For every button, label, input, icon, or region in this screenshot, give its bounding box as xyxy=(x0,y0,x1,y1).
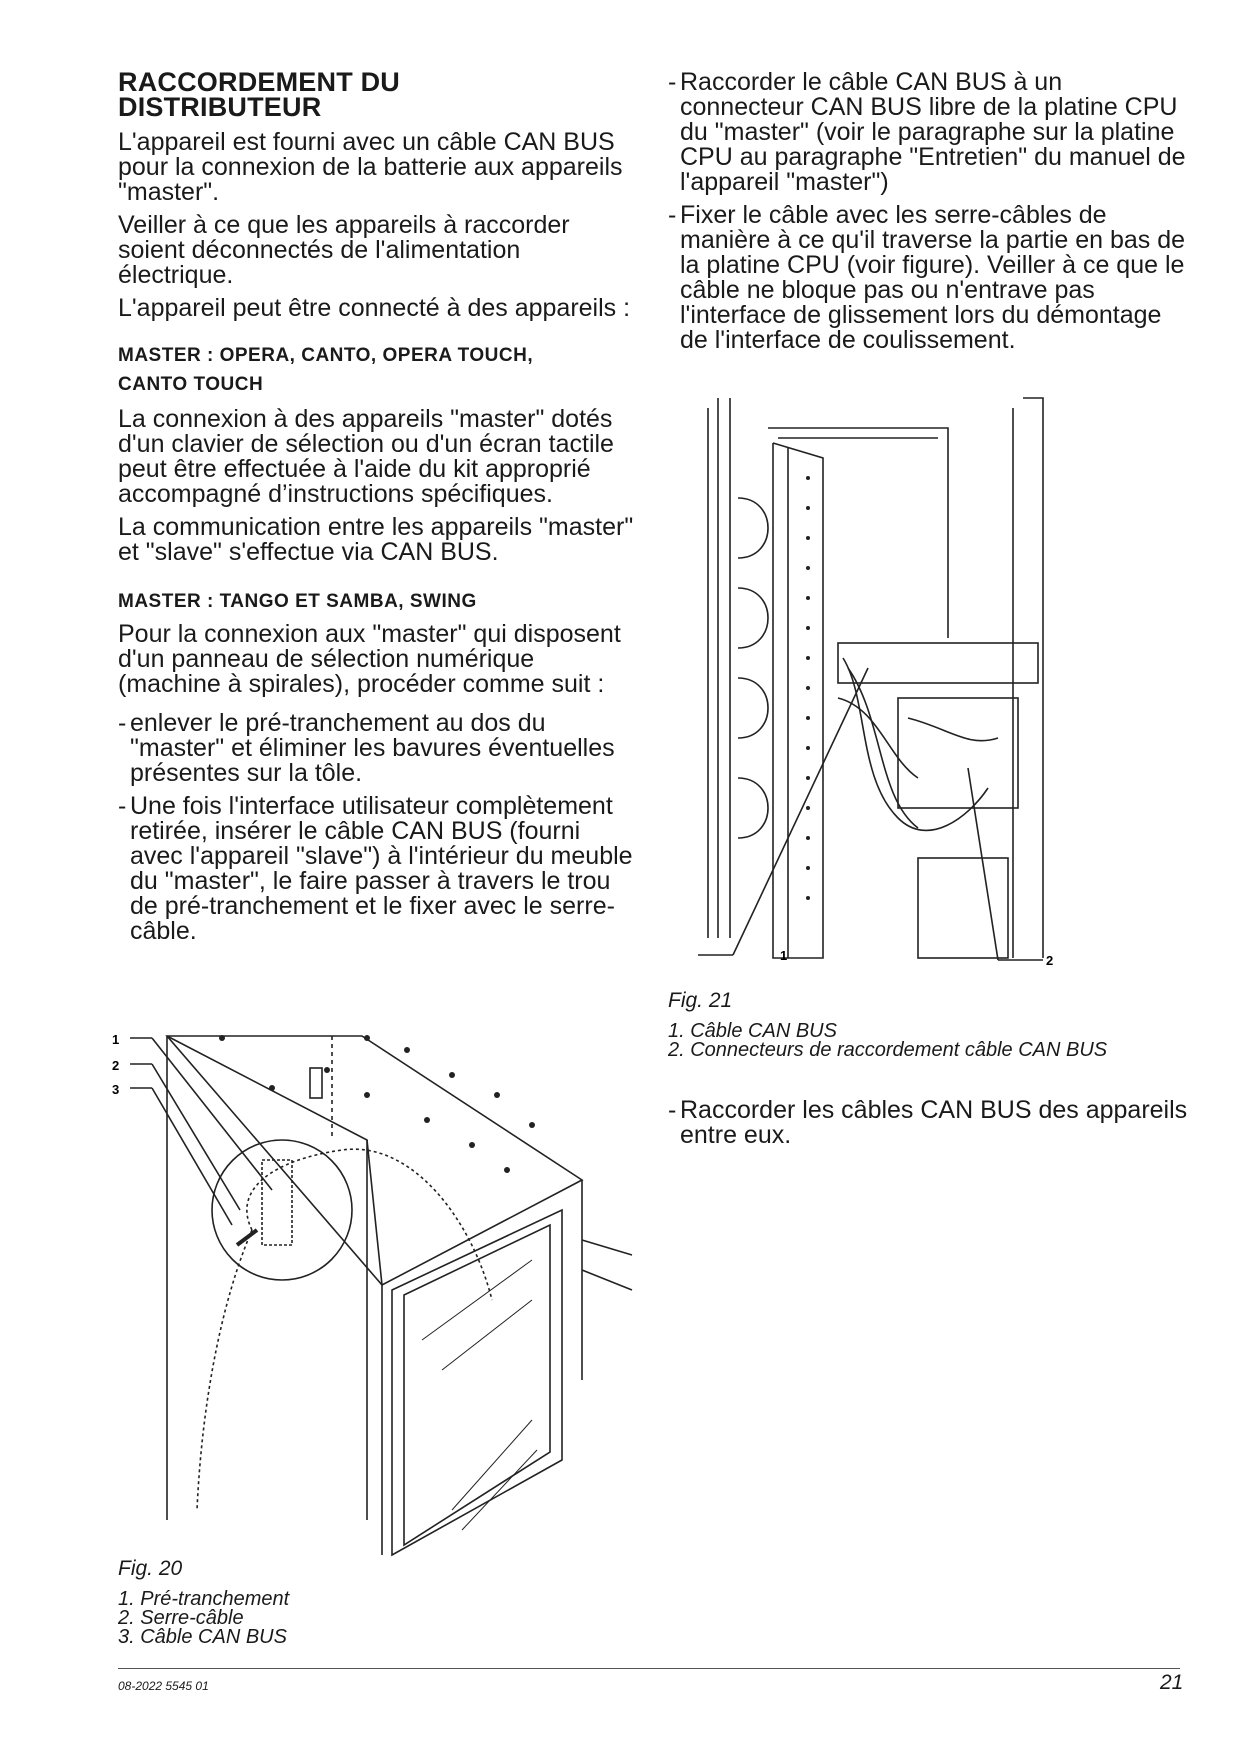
footer-document-code: 08-2022 5545 01 xyxy=(118,1679,209,1693)
section2-bullet-1: - enlever le pré-tranchement au dos du "master" et éliminer les bavures éventuelles présentes sur la tôle. xyxy=(118,709,615,787)
right-bullet-1-text: Raccorder le câble CAN BUS à un connecteur CAN BUS libre de la platine CPU du "master" (voir le paragraphe sur la platine CPU au paragraphe "Entretien" du manuel de l'appareil "master") xyxy=(680,68,1186,196)
fig21-legend xyxy=(668,1022,1107,1060)
section2-bullet-2: - Une fois l'interface utilisateur complètement retirée, insérer le câble CAN BUS (fourni avec l'appareil "slave") à l'intérieur du meuble du "master", le faire passer à travers le trou de pré-tranchement et le fixer avec le serre-câble. xyxy=(118,792,633,945)
fig20-callout-3: 3 xyxy=(112,1082,120,1097)
section2-bullet-1-text: enlever le pré-tranchement au dos du "master" et éliminer les bavures éventuelles présentes sur la tôle. xyxy=(130,709,615,787)
right-bullet-1: - Raccorder le câble CAN BUS à un connecteur CAN BUS libre de la platine CPU du "master" (voir le paragraphe sur la platine CPU au paragraphe "Entretien" du manuel de l'appareil "master") xyxy=(668,68,1186,196)
section1-heading-line1: MASTER : OPERA, CANTO, OPERA TOUCH, xyxy=(118,345,534,366)
fig20-legend-item-2: 2. Serre-câble xyxy=(118,1607,244,1629)
right-bullet-2: - Fixer le câble avec les serre-câbles de manière à ce qu'il traverse la partie en bas de la platine CPU (voir figure). Veiller à ce que le câble ne bloque pas ou n'entrave pas l'interface de glissement lors du démontage de l'interface de coulissement. xyxy=(668,201,1186,354)
final-bullet-text: Raccorder les câbles CAN BUS des appareils entre eux. xyxy=(680,1096,1188,1149)
final-bullet-block xyxy=(668,1098,1188,1156)
fig20-label: Fig. 20 xyxy=(118,1557,183,1580)
fig21-callout-2: 2 xyxy=(1046,953,1054,968)
section1-heading-line2: CANTO TOUCH xyxy=(118,374,264,395)
right-column xyxy=(668,70,1188,361)
page-title xyxy=(118,67,638,122)
intro-paragraph-1: L'appareil est fourni avec un câble CAN BUS pour la connexion de la batterie aux appareils "master". xyxy=(118,128,623,206)
section1-heading xyxy=(118,341,638,399)
section1-paragraph-1: La connexion à des appareils "master" dotés d'un clavier de sélection ou d'un écran tactile peut être effectuée à l'aide du kit approprié accompagné d’instructions spécifiques. xyxy=(118,405,614,508)
fig20-legend-item-3: 3. Câble CAN BUS xyxy=(118,1626,287,1648)
left-column xyxy=(118,67,638,952)
section1-paragraph-2: La communication entre les appareils "master" et "slave" s'effectue via CAN BUS. xyxy=(118,513,634,566)
fig20-callout-2: 2 xyxy=(112,1058,120,1073)
fig20-cabinet-top xyxy=(167,1036,582,1285)
fig20-illustration xyxy=(112,1032,632,1558)
fig21-legend-item-2: 2. Connecteurs de raccordement câble CAN BUS xyxy=(668,1039,1108,1061)
final-bullet: - Raccorder les câbles CAN BUS des appareils entre eux. xyxy=(668,1096,1188,1149)
section2-bullet-2-text: Une fois l'interface utilisateur complètement retirée, insérer le câble CAN BUS (fourni avec l'appareil "slave") à l'intérieur du meuble du "master", le faire passer à travers le trou de pré-tranchement et le fixer avec le serre-câble. xyxy=(130,792,633,945)
fig20-callout-1: 1 xyxy=(112,1032,120,1047)
fig20-legend xyxy=(118,1590,289,1647)
page-title-line2: DISTRIBUTEUR xyxy=(118,92,322,122)
fig20-legend-item-1: 1. Pré-tranchement xyxy=(118,1588,290,1610)
intro-paragraph-2: Veiller à ce que les appareils à raccorder soient déconnectés de l'alimentation électrique. xyxy=(118,211,570,289)
fig21-illustration xyxy=(668,398,1058,970)
section2-paragraph: Pour la connexion aux "master" qui disposent d'un panneau de sélection numérique (machine à spirales), procéder comme suit : xyxy=(118,620,621,698)
fig21-label: Fig. 21 xyxy=(668,989,733,1012)
page-number: 21 xyxy=(1160,1671,1184,1694)
section2-heading: MASTER : TANGO ET SAMBA, SWING xyxy=(118,591,477,612)
page-title-line1: RACCORDEMENT DU xyxy=(118,67,400,97)
fig21-legend-item-1: 1. Câble CAN BUS xyxy=(668,1020,837,1042)
fig21-callout-1: 1 xyxy=(780,948,788,963)
footer-divider xyxy=(118,1668,1180,1669)
intro-paragraph-3: L'appareil peut être connecté à des appareils : xyxy=(118,294,631,322)
right-bullet-2-text: Fixer le câble avec les serre-câbles de manière à ce qu'il traverse la partie en bas de la platine CPU (voir figure). Veiller à ce que le câble ne bloque pas ou n'entrave pas l'interface de glissement lors du démontage de l'interface de coulissement. xyxy=(680,201,1186,354)
